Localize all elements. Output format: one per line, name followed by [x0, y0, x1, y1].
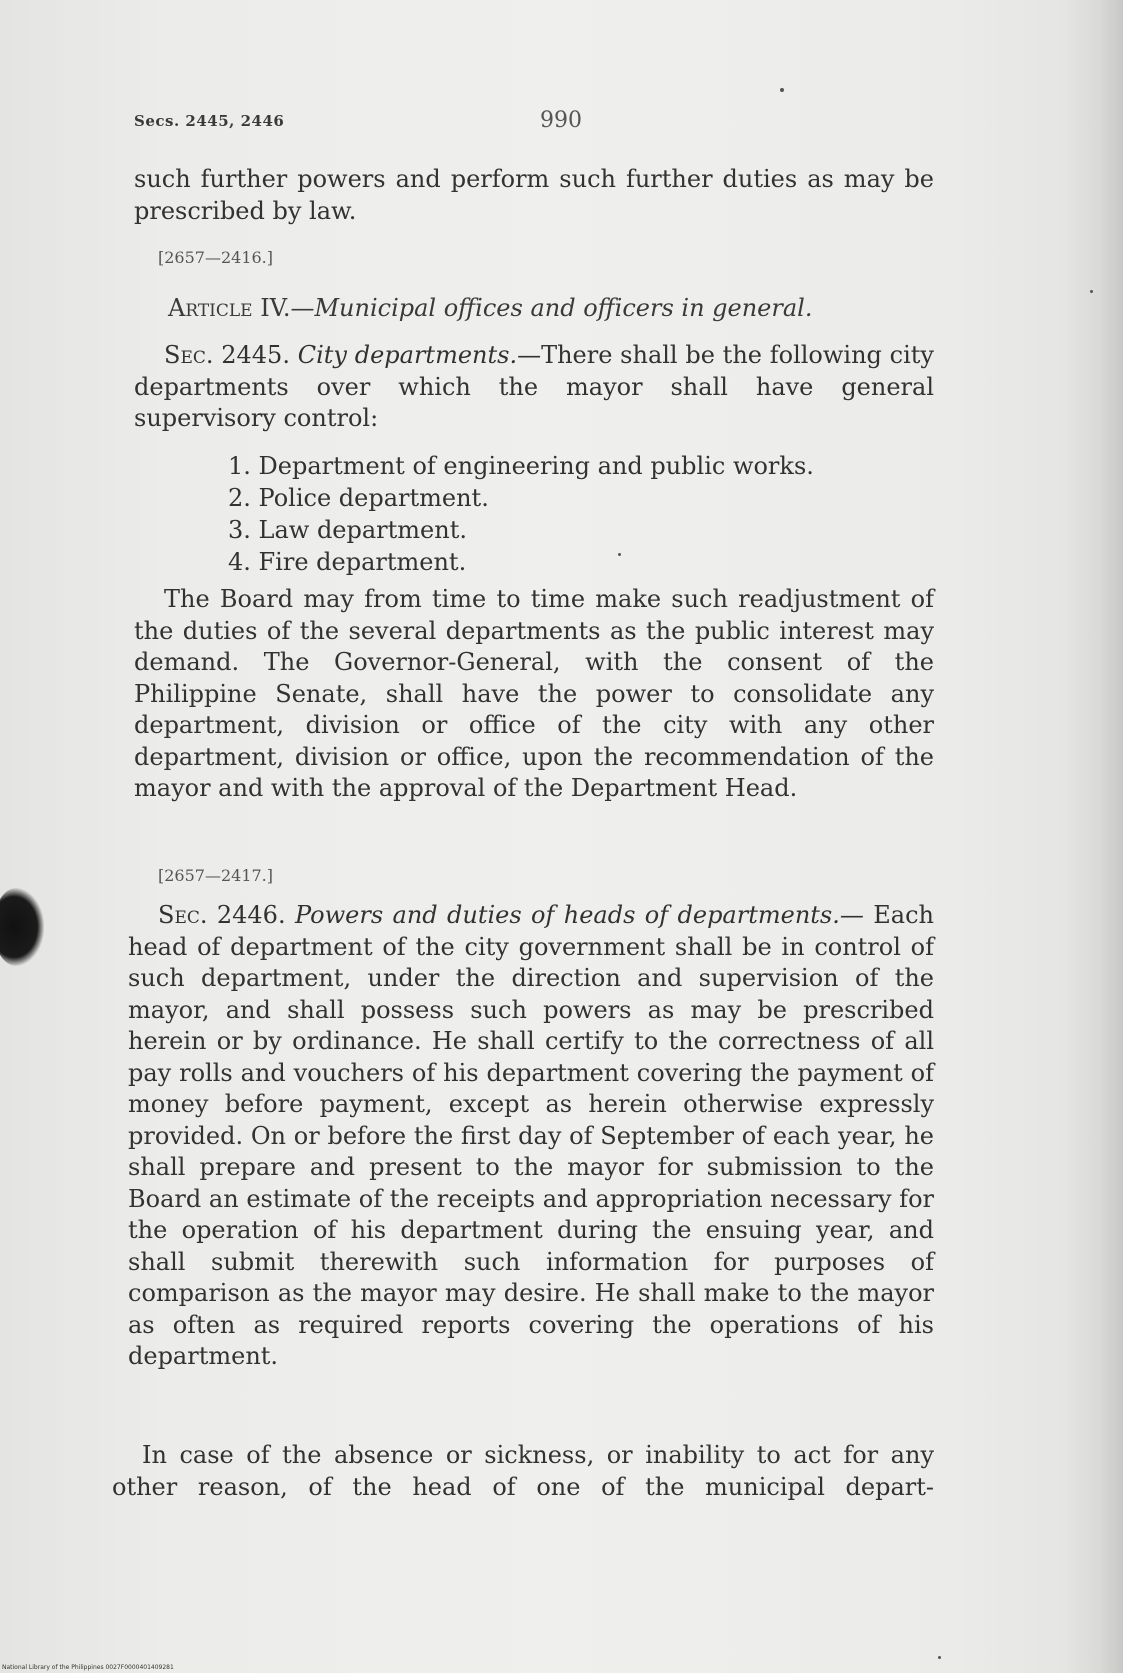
- continuation-paragraph: [134, 164, 934, 227]
- page-number: 990: [540, 108, 582, 133]
- sec-2445-intro: [134, 340, 934, 435]
- continuation-text: such further powers and perform such further duties as may be prescribed by law.: [134, 165, 934, 225]
- citation-2417: [2657—2417.]: [158, 866, 274, 885]
- sec-2445-label: Sec. 2445.: [164, 341, 290, 369]
- sec-2445-paragraph-2: [134, 584, 934, 805]
- running-header: [134, 108, 934, 138]
- citation-2416: [2657—2416.]: [158, 248, 274, 267]
- scan-speck: [618, 553, 621, 556]
- sec-2446-title: Powers and duties of heads of departments.—: [294, 901, 864, 929]
- sec-2445-para2-text: The Board may from time to time make such readjustment of the duties of the several departments as the public interest may demand. The Governor-General, with the consent of the Philippine Senate, shall have the power to consolidate any department, division or office of the city with any other department, division or office, upon the recommendation of the mayor and with the approval of the Department Head.: [134, 585, 934, 802]
- sec-2446-paragraph-2: [112, 1440, 934, 1503]
- scan-speck: [780, 88, 784, 92]
- scan-speck: [938, 1656, 941, 1659]
- sec-2446-paragraph: [128, 900, 934, 1373]
- scan-speck: [1090, 290, 1093, 293]
- scan-identifier: National Library of the Philippines 0027F0000401409281: [2, 1664, 174, 1671]
- section-range: Secs. 2445, 2446: [134, 112, 285, 130]
- sec-2446-para2-text: In case of the absence or sickness, or inability to act for any other reason, of the head of one of the municipal depart-: [112, 1441, 934, 1501]
- page-edge-shadow: [1063, 0, 1123, 1673]
- sec-2445-title: City departments.: [297, 341, 518, 369]
- department-list-item: 1. Department of engineering and public works.: [228, 452, 814, 480]
- department-list-item: 4. Fire department.: [228, 548, 467, 576]
- article-heading: [168, 294, 958, 322]
- sec-2445-text: —There shall be the following city departments over which the mayor shall have general supervisory control:: [134, 341, 934, 432]
- binding-hole-mark: [0, 888, 44, 966]
- article-title: —Municipal offices and officers in general.: [290, 294, 813, 322]
- sec-2446-text: Each head of department of the city government shall be in control of such department, under the direction and supervision of the mayor, and shall possess such powers as may be prescribed herein or by ordinance. He shall certify to the correctness of all pay rolls and vouchers of his department covering the payment of money before payment, except as herein otherwise expressly provided. On or before the first day of September of each year, he shall prepare and present to the mayor for submission to the Board an estimate of the receipts and appropriation necessary for the operation of his department during the ensuing year, and shall submit therewith such information for purposes of comparison as the mayor may desire. He shall make to the mayor as often as required reports covering the operations of his department.: [128, 901, 934, 1370]
- sec-2446-label: Sec. 2446.: [158, 901, 286, 929]
- department-list-item: 3. Law department.: [228, 516, 467, 544]
- department-list-item: 2. Police department.: [228, 484, 489, 512]
- article-label: Article IV.: [168, 294, 291, 322]
